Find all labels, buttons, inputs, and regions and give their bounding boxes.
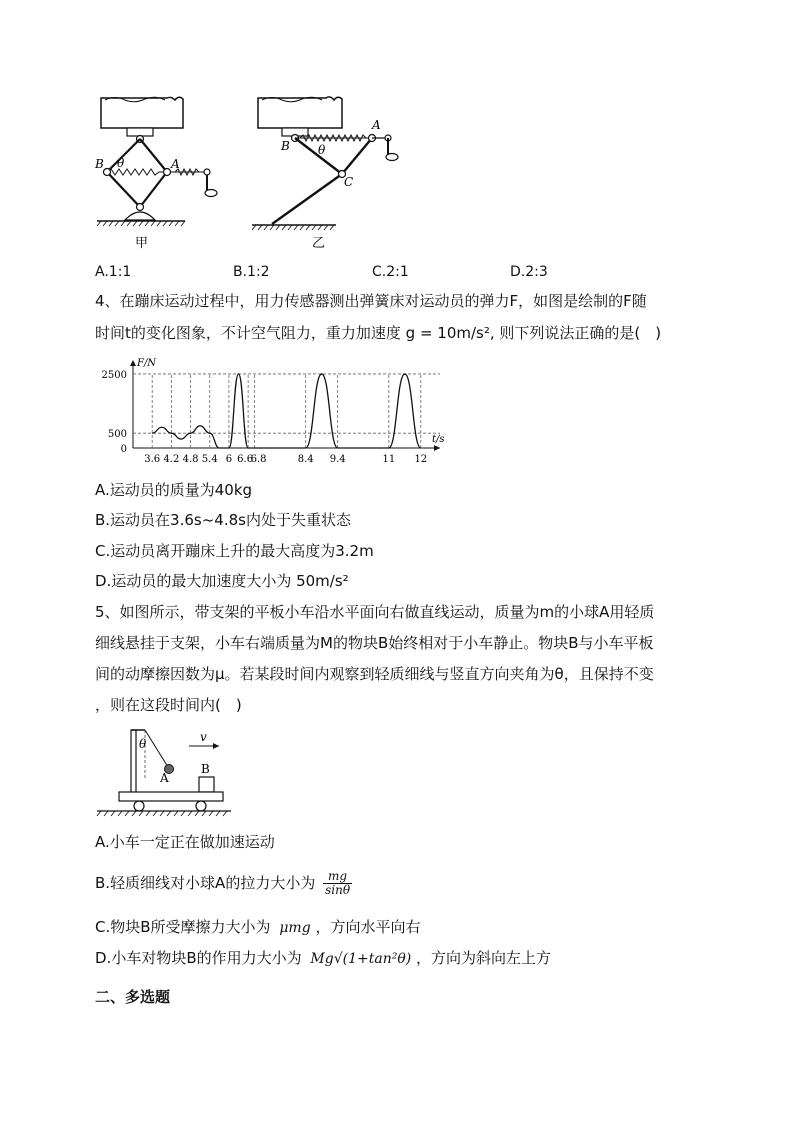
x-tick-label: 4.2 [163,454,180,465]
label-theta: θ [318,143,326,157]
x-tick-label: 5.4 [201,454,218,465]
figure-jia [95,92,235,252]
y-tick-label: 0 [120,444,127,455]
string [145,730,168,767]
x-tick-label: 12 [414,454,428,465]
x-tick-label: 6 [225,454,233,465]
x-tick-label: 9.4 [329,454,346,465]
q4-stem-line1: 4、在蹦床运动过程中，用力传感器测出弹簧床对运动员的弹力F，如图是绘制的F随 [95,292,647,310]
spring [107,169,163,175]
block-B [199,777,214,792]
label-C: C [344,175,354,189]
y-tick-label: 500 [107,429,127,441]
q5-stem-line1: 5、如图所示，带支架的平板小车沿水平面向右做直线运动，质量为m的小球A用轻质 [95,603,655,621]
q4-option-d[interactable]: D.运动员的最大加速度大小为 50m/s² [95,572,349,590]
q5-option-a[interactable]: A.小车一定正在做加速运动 [95,833,275,851]
q5-option-c-direction: ，方向水平向右 [315,918,421,936]
q4-option-c[interactable]: C.运动员离开蹦床上升的最大高度为3.2m [95,542,374,560]
fraction-numerator: mg [323,870,352,884]
q5-option-c-text: C.物块B所受摩擦力大小为 [95,918,271,936]
q5-option-d-formula: Mg√(1+tan²θ) [310,951,412,967]
figure-yi [250,92,410,252]
q5-option-b-text: B.轻质细线对小球A的拉力大小为 [95,874,316,892]
q5-option-c-formula: μmg [279,920,311,936]
label-A: A [171,157,180,171]
q4-force-time-chart [95,356,455,468]
y-axis-arrow [130,360,136,366]
y-axis-label: F/N [137,358,157,369]
force-curve-series [152,374,421,448]
label-B: B [95,157,104,171]
q5-option-b-fraction [323,870,352,897]
q5-stem-line2: 细线悬挂于支架，小车右端质量为M的物块B始终相对于小车静止。物块B与小车平板 [95,634,654,652]
label-B: B [281,139,290,153]
x-axis-label: t/s [432,434,445,445]
q5-option-d-direction: ，方向为斜向左上方 [416,949,552,967]
q3-option-a[interactable]: A.1:1 [95,264,132,280]
label-yi: 乙 [312,236,326,251]
label-A: A [372,118,381,132]
section-title: 二、多选题 [95,988,171,1006]
q5-option-d[interactable] [95,948,551,969]
label-v: v [200,730,207,744]
platform-block [101,97,183,128]
fraction-denominator: sinθ [325,883,351,897]
x-tick-label: 3.6 [144,454,161,465]
x-tick-label: 8.4 [297,454,314,465]
label-theta: θ [139,737,147,751]
q3-option-c[interactable]: C.2:1 [372,264,409,280]
label-theta: θ [117,156,125,170]
platform-block [258,97,342,128]
q4-option-a[interactable]: A.运动员的质量为40kg [95,481,253,499]
q3-option-b[interactable]: B.1:2 [233,264,270,280]
q3-option-d[interactable]: D.2:3 [510,264,548,280]
label-B: B [201,762,210,776]
q5-option-b[interactable] [95,870,352,897]
x-tick-label: 11 [382,454,396,465]
x-tick-label: 6.6 [237,454,254,465]
q4-stem-line2: 时间t的变化图象，不计空气阻力，重力加速度 g = 10m/s², 则下列说法正确的是( ) [95,324,662,342]
label-jia: 甲 [135,236,149,251]
q5-cart-figure [95,722,235,820]
q5-option-d-text: D.小车对物块B的作用力大小为 [95,949,302,967]
q5-stem-line3: 间的动摩擦因数为μ。若某段时间内观察到轻质细线与竖直方向夹角为θ，且保持不变 [95,665,654,683]
q4-option-b[interactable]: B.运动员在3.6s~4.8s内处于失重状态 [95,511,351,529]
q5-option-c[interactable] [95,917,420,938]
x-axis-arrow [434,445,440,451]
y-tick-label: 2500 [101,369,127,381]
q5-stem-line4: ，则在这段时间内( ) [95,696,242,714]
x-tick-label: 6.8 [250,454,267,465]
x-tick-label: 4.8 [182,454,199,465]
label-A: A [160,771,169,785]
